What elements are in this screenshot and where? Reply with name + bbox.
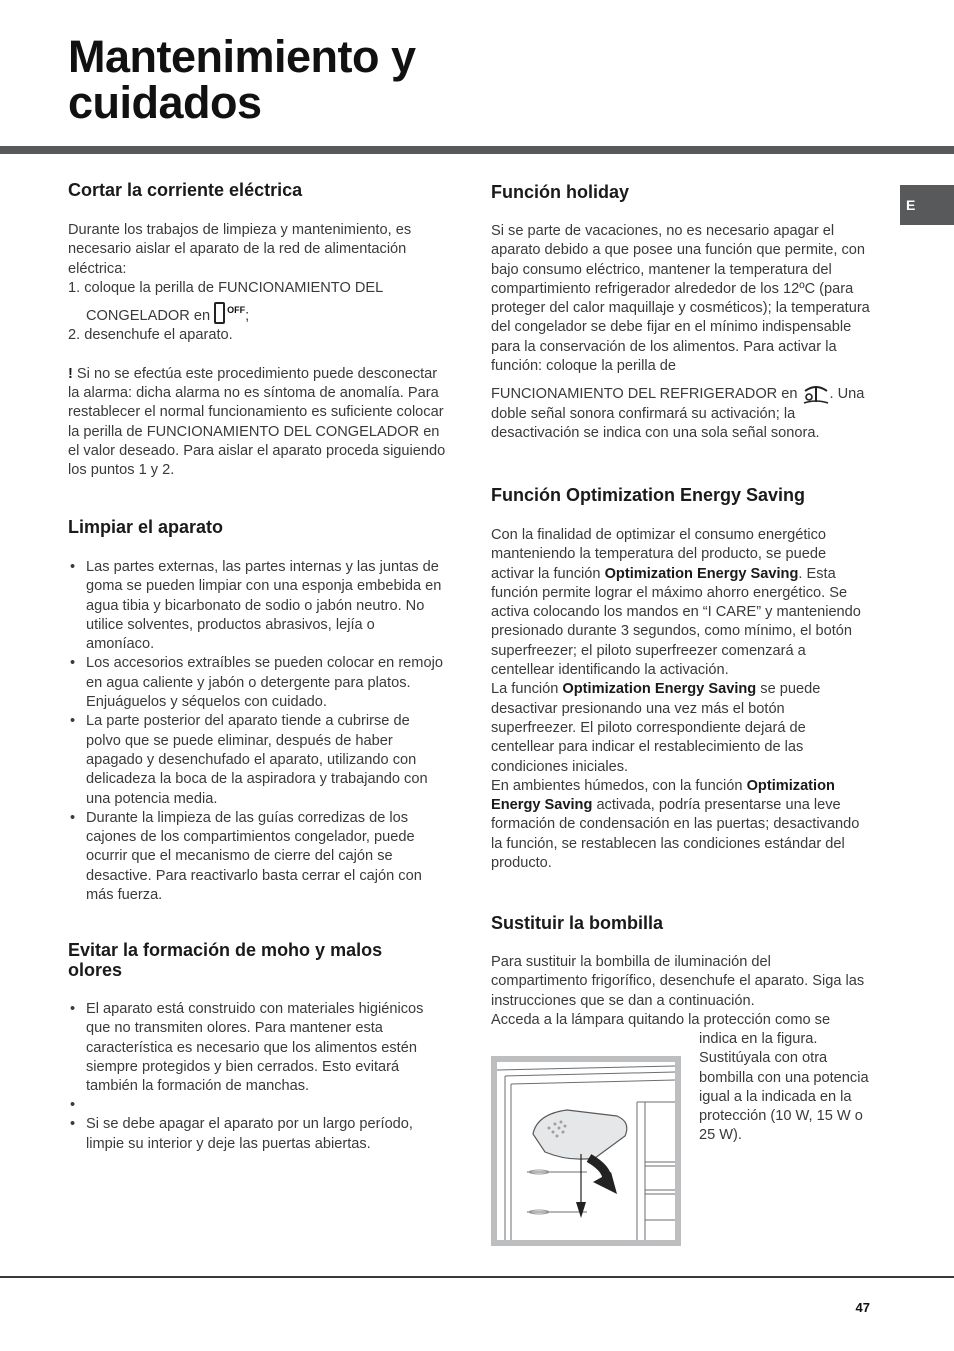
power-step-1-cont: CONGELADOR en $^{OFF}$;	[68, 301, 446, 326]
section-heading-mould: Evitar la formación de moho y malos olores	[68, 940, 383, 980]
power-step-2: 2. desenchufe el aparato.	[68, 327, 233, 344]
energy-p3: En ambientes húmedos, con la función Optimization Energy Saving activada, podría presentarse una leve formación de condensación en las puertas; desactivando la función, se restablecen las condiciones estándar del producto.	[491, 777, 860, 872]
off-label: OFF	[227, 305, 246, 316]
list-item: • Las partes externas, las partes internas y las juntas de goma se pueden limpiar con una esponja embebida en agua tibia y bicarbonato de sodio o jabón neutro. No utilice solventes, productos abrasivos, lejía o amoníaco.	[68, 558, 446, 654]
footer-rule	[0, 1276, 954, 1278]
bulb-replacement-figure	[491, 1056, 681, 1246]
page-title	[68, 31, 416, 128]
page-title-line-2: cuidados	[68, 77, 262, 128]
section-body-power	[68, 221, 446, 481]
holiday-p2: FUNCIONAMIENTO DEL REFRIGERADOR en . Una doble señal sonora confirmará su activación; la desactivación se indica con una sola señal sonora.	[491, 382, 871, 443]
holiday-p1: Si se parte de vacaciones, no es necesario apagar el aparato debido a que posee una función que permite, con bajo consumo eléctrico, mantener la temperatura del compartimiento refrigerador alrededor de los 12ºC (para proteger del calor maquillaje y cosméticos); la temperatura del congelador se debe fijar en el mínimo indispensable para la conservación de los alimentos. Para activar la función: coloque la perilla de	[491, 223, 870, 375]
section-body-mould	[68, 1000, 446, 1154]
fridge-lamp-illustration	[497, 1062, 675, 1240]
power-step-1: 1. coloque la perilla de FUNCIONAMIENTO DEL	[68, 279, 384, 296]
list-item: • La parte posterior del aparato tiende a cubrirse de polvo que se puede eliminar, después de haber apagado y desenchufado el aparato, utilizando con delicadeza la boca de la aspiradora y trabajando con una potencia media.	[68, 712, 446, 808]
bulb-p1: Para sustituir la bombilla de iluminación del compartimento frigorífico, desenchufe el aparato. Siga las instrucciones que se dan a continuación.	[491, 954, 865, 1009]
warning-mark: !	[68, 365, 73, 382]
power-intro: Durante los trabajos de limpieza y mantenimiento, es necesario aislar el aparato de la red de alimentación eléctrica:	[68, 222, 412, 277]
bulb-p2: Acceda a la lámpara quitando la protección como se	[491, 1011, 831, 1028]
language-tab: E	[900, 185, 954, 225]
cleaning-list	[68, 558, 446, 905]
holiday-icon	[802, 382, 830, 404]
section-heading-power: Cortar la corriente eléctrica	[68, 180, 303, 200]
header-rule	[0, 146, 954, 154]
section-heading-energy: Función Optimization Energy Saving	[491, 485, 806, 505]
page-title-line-1: Mantenimiento y	[68, 31, 416, 82]
page-number: 47	[855, 1300, 870, 1315]
section-body-holiday	[491, 222, 871, 443]
mould-list	[68, 1000, 446, 1154]
list-item: • Durante la limpieza de las guías corredizas de los cajones de los compartimientos congelador, puede ocurrir que el mecanismo de cierre del cajón se desactive. Para reactivarlo basta cerrar el cajón con más fuerza.	[68, 809, 446, 905]
section-body-bulb	[491, 953, 871, 1030]
knob-off-icon	[214, 302, 225, 324]
power-warning: ! Si no se efectúa este procedimiento puede desconectar la alarma: dicha alarma no es síntoma de anomalía. Para restablecer el normal funcionamiento es suficiente colocar la perilla de FUNCIONAMIENTO DEL CONGELADOR en el valor deseado. Para aislar el aparato proceda siguiendo los puntos 1 y 2.	[68, 365, 446, 479]
energy-p1: Con la finalidad de optimizar el consumo energético manteniendo la temperatura del producto, se puede activar la función Optimization Energy Saving. Esta función permite lograr el máximo ahorro energético. Se activa colocando los mandos en “I CARE” y manteniendo presionado durante 3 segundos, como mínimo, el botón superfreezer; el piloto superfreezer comenzará a centellear identificando la activación.	[491, 527, 861, 679]
section-body-cleaning	[68, 558, 446, 905]
bulb-p3: indica en la figura. Sustitúyala con otra bombilla con una potencia igual a la indicada en la protección (10 W, 15 W o 25 W).	[699, 1031, 869, 1144]
list-item: • El aparato está construido con materiales higiénicos que no transmiten olores. Para mantener esta característica es necesario que los alimentos estén siempre protegidos y bien cerrados. Esto evitará también la formación de manchas.	[68, 1000, 446, 1096]
list-item: • Los accesorios extraíbles se pueden colocar en remojo en agua caliente y jabón o detergente para platos. Enjuáguelos y séquelos con cuidado.	[68, 654, 446, 712]
section-heading-cleaning: Limpiar el aparato	[68, 517, 224, 537]
list-item: • Si se debe apagar el aparato por un largo período, limpie su interior y deje las puertas abiertas.	[68, 1115, 446, 1154]
section-body-energy	[491, 526, 871, 873]
section-heading-holiday: Función holiday	[491, 182, 629, 202]
energy-p2: La función Optimization Energy Saving se puede desactivar presionando una vez más el botón superfreezer. El piloto correspondiente dejará de centellear para indicar el restablecimiento de las condiciones iniciales.	[491, 681, 821, 775]
section-heading-bulb: Sustituir la bombilla	[491, 913, 664, 933]
